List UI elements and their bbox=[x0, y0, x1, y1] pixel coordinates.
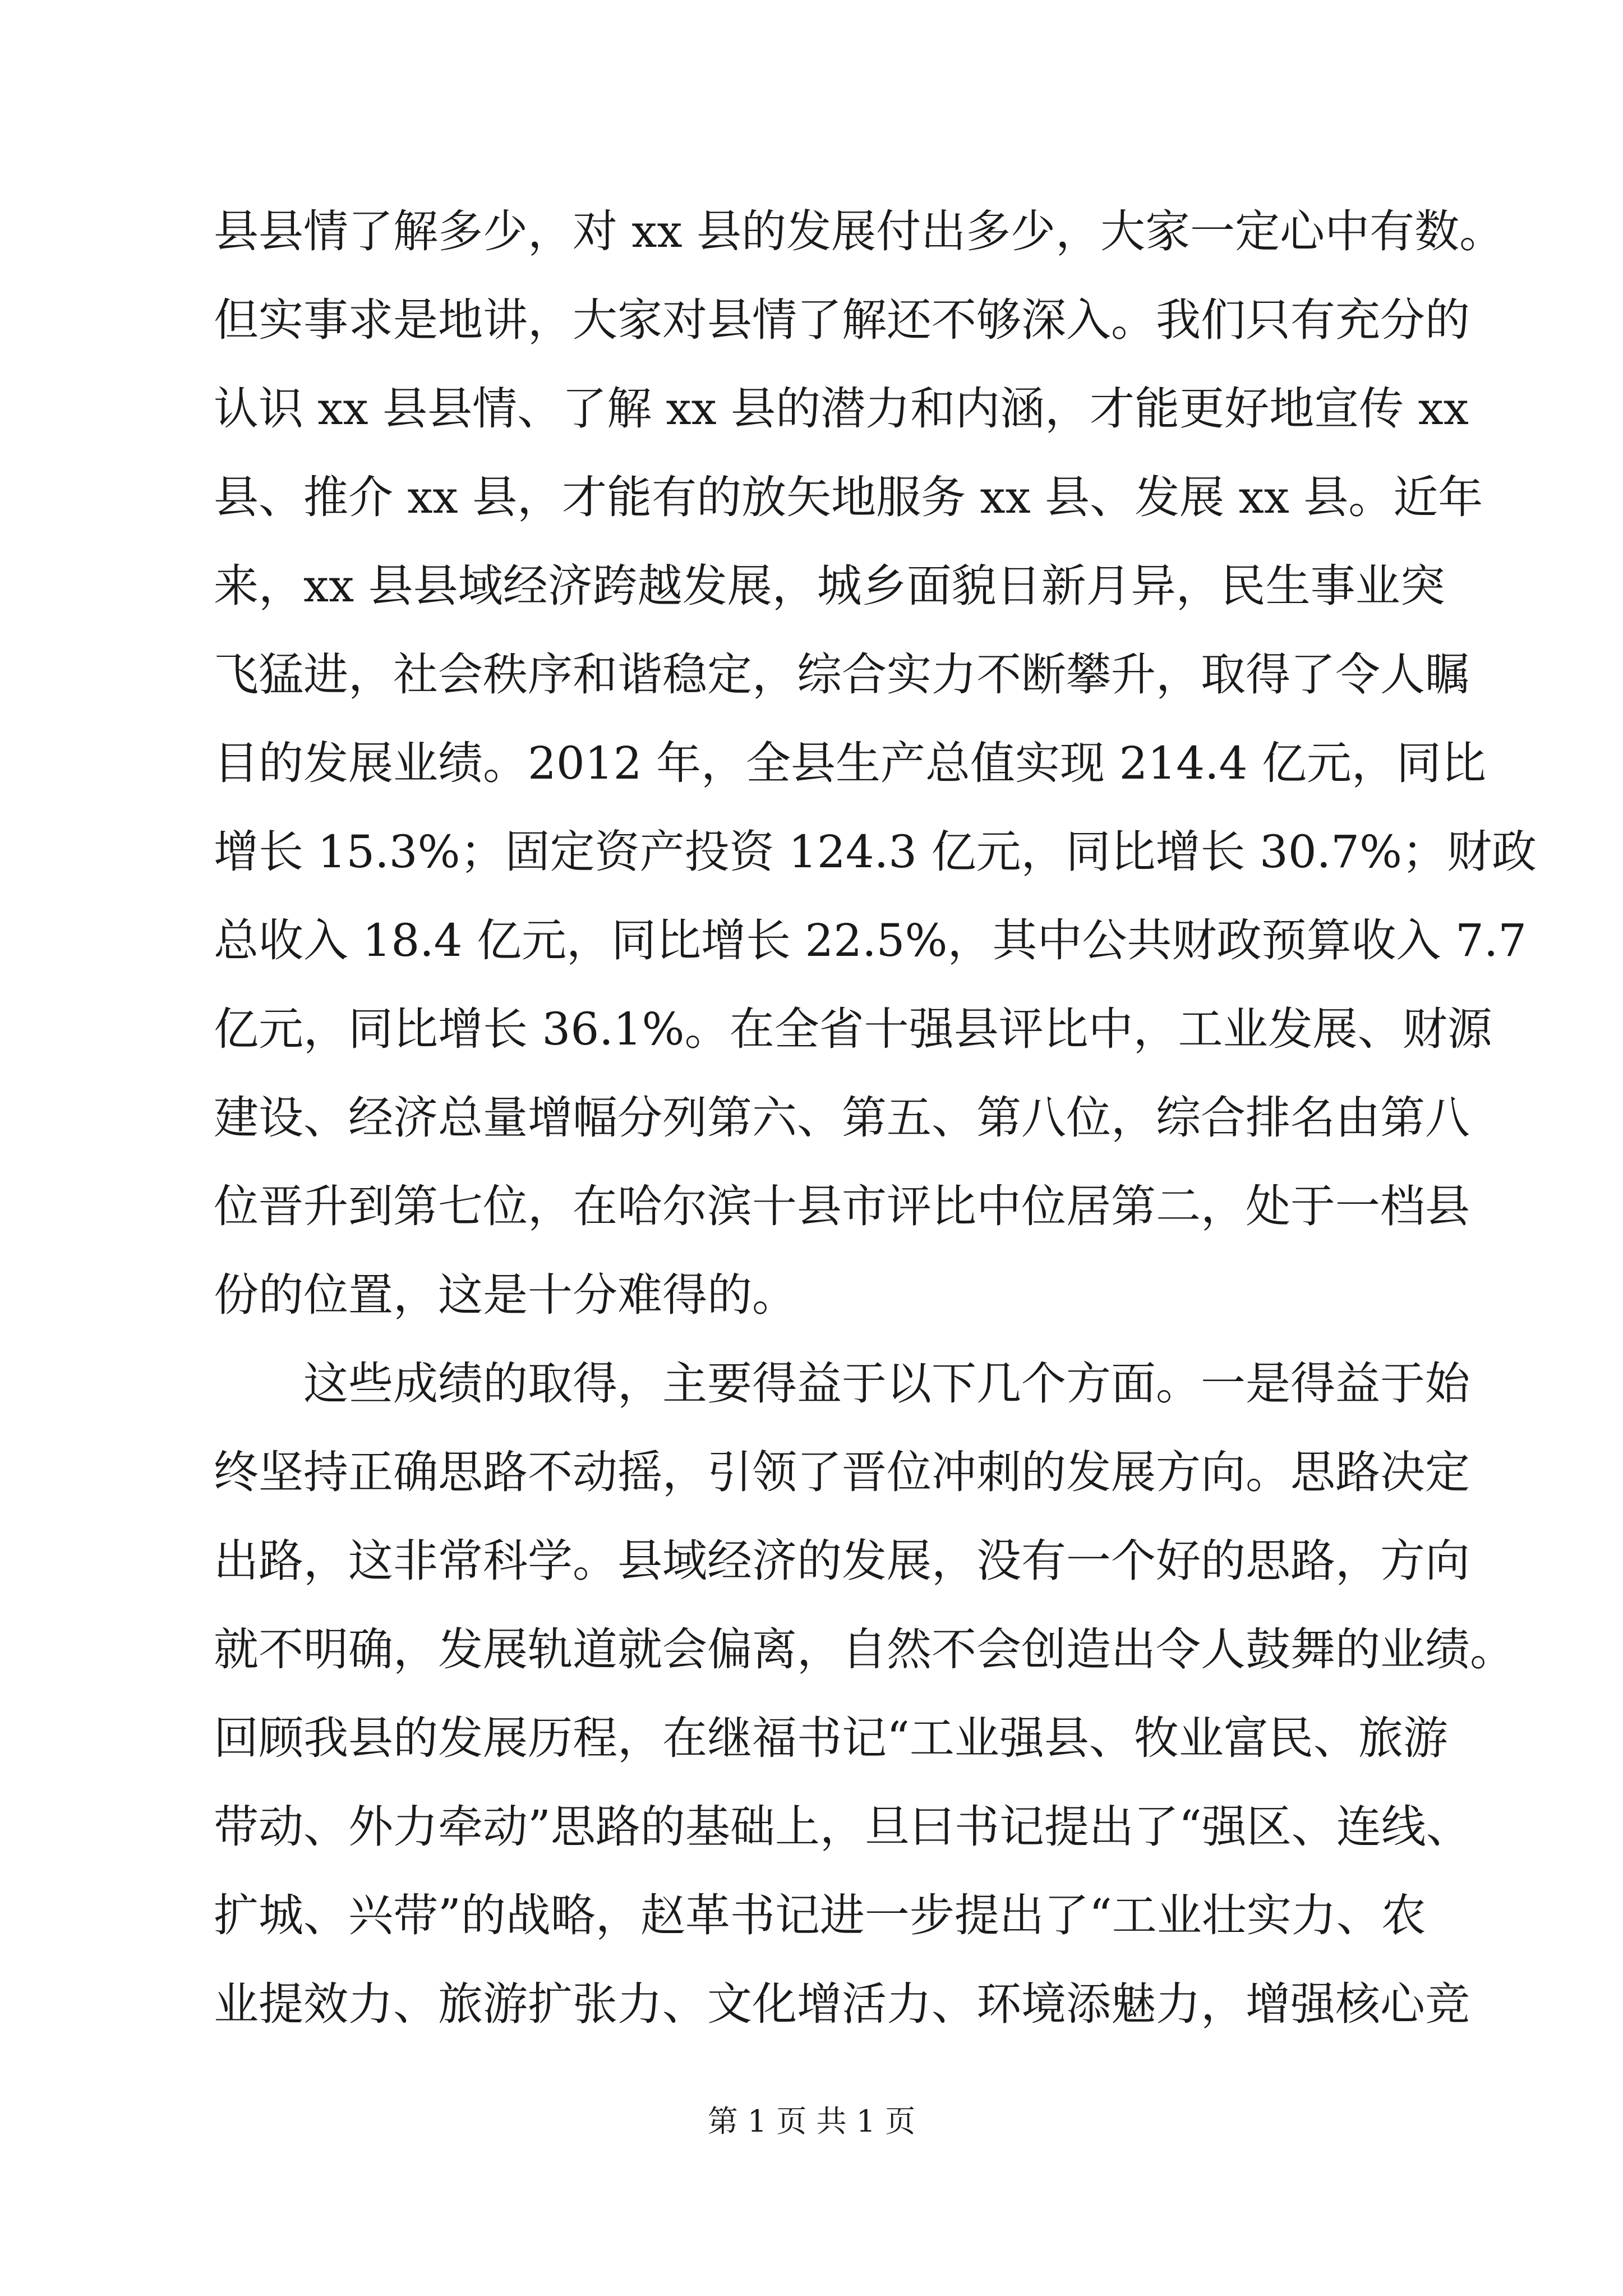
body-text-line: 位晋升到第七位，在哈尔滨十县市评比中位居第二，处于一档县 bbox=[214, 1180, 1470, 1232]
body-text-line: 建设、经济总量增幅分列第六、第五、第八位，综合排名由第八 bbox=[214, 1092, 1470, 1144]
paragraph-first-line: 这些成绩的取得，主要得益于以下几个方面。一是得益于始 bbox=[303, 1358, 1470, 1410]
body-text-line: 增长 15.3%；固定资产投资 124.3 亿元，同比增长 30.7%；财政 bbox=[214, 826, 1537, 878]
body-text-line: 县县情了解多少，对 xx 县的发展付出多少，大家一定心中有数。 bbox=[214, 205, 1505, 257]
body-text-line: 但实事求是地讲，大家对县情了解还不够深入。我们只有充分的 bbox=[214, 294, 1470, 346]
body-text-line: 总收入 18.4 亿元，同比增长 22.5%，其中公共财政预算收入 7.7 bbox=[214, 914, 1527, 967]
body-text-line: 份的位置，这是十分难得的。 bbox=[214, 1269, 797, 1321]
body-text-line: 亿元，同比增长 36.1%。在全省十强县评比中，工业发展、财源 bbox=[214, 1003, 1492, 1055]
body-text-line: 目的发展业绩。2012 年，全县生产总值实现 214.4 亿元，同比 bbox=[214, 737, 1486, 789]
body-text-line: 出路，这非常科学。县域经济的发展，没有一个好的思路，方向 bbox=[214, 1535, 1470, 1587]
body-text-line: 带动、外力牵动”思路的基础上，旦曰书记提出了“强区、连线、 bbox=[214, 1801, 1471, 1853]
body-text-line: 来，xx 县县域经济跨越发展，城乡面貌日新月异，民生事业突 bbox=[214, 560, 1445, 612]
body-text-line: 就不明确，发展轨道就会偏离，自然不会创造出令人鼓舞的业绩。 bbox=[214, 1623, 1515, 1676]
page-number-footer: 第 1 页 共 1 页 bbox=[707, 2104, 916, 2139]
body-text-line: 扩城、兴带”的战略，赵革书记进一步提出了“工业壮实力、农 bbox=[214, 1889, 1426, 1941]
body-text-line: 县、推介 xx 县，才能有的放矢地服务 xx 县、发展 xx 县。近年 bbox=[214, 471, 1483, 523]
body-text-line: 业提效力、旅游扩张力、文化增活力、环境添魅力，增强核心竞 bbox=[214, 1978, 1470, 2030]
body-text-line: 认识 xx 县县情、了解 xx 县的潜力和内涵，才能更好地宣传 xx bbox=[214, 383, 1469, 435]
body-text-line: 飞猛进，社会秩序和谐稳定，综合实力不断攀升，取得了令人瞩 bbox=[214, 648, 1470, 701]
body-text-line: 回顾我县的发展历程，在继福书记“工业强县、牧业富民、旅游 bbox=[214, 1712, 1448, 1764]
body-text-line: 终坚持正确思路不动摇，引领了晋位冲刺的发展方向。思路决定 bbox=[214, 1446, 1470, 1498]
